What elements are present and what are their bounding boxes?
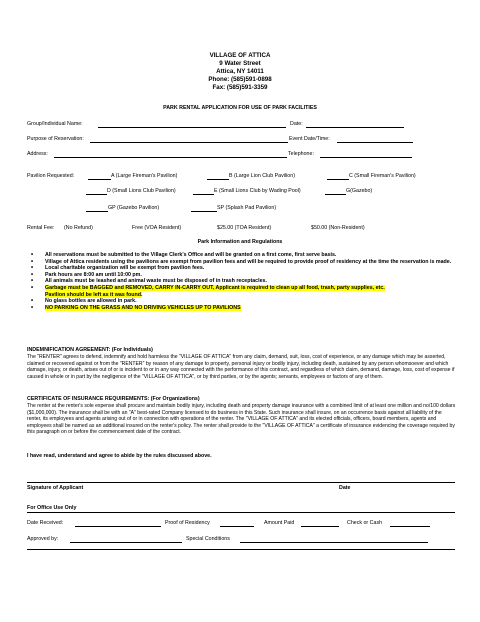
date-label: Date:: [290, 121, 303, 127]
pavilion-a-label: A (Large Fireman's Pavilion): [111, 173, 178, 179]
purpose-label: Purpose of Reservation:: [27, 136, 84, 142]
rental-fee-label: Rental Fee:: [27, 225, 55, 231]
proof-residency-field[interactable]: [220, 526, 254, 527]
signature-label: Signature of Applicant: [27, 485, 84, 491]
pavilion-sp-label: SP (Splash Pad Pavilion): [217, 205, 277, 211]
org-phone: Phone: (585)591-0898: [208, 76, 272, 83]
rule-item: • Local charitable organization will be exempt from pavilion fees.: [27, 265, 457, 272]
amount-paid-field[interactable]: [301, 526, 339, 527]
rule-item-highlight: [27, 285, 457, 298]
org-city: Attica, NY 14011: [216, 68, 264, 75]
pavilion-a-field[interactable]: [88, 179, 111, 180]
fee-no-refund: (No Refund): [64, 225, 93, 231]
purpose-field[interactable]: [90, 142, 288, 143]
org-address: 9 Water Street: [219, 60, 261, 67]
approved-by-field[interactable]: [70, 542, 182, 543]
signature-line[interactable]: [27, 482, 455, 483]
address-field[interactable]: [54, 157, 287, 158]
insurance-title: CERTIFICATE OF INSURANCE REQUIREMENTS: (For Organizations): [27, 396, 200, 402]
group-name-label: Group/Individual Name:: [27, 121, 83, 127]
event-date-label: Event Date/Time:: [289, 136, 330, 142]
pavilion-c-field[interactable]: [327, 179, 349, 180]
amount-paid-label: Amount Paid: [264, 520, 295, 526]
insurance-text: The renter at the renter's sole expense shall procure and maintain bodily injury, including death and property damage insurance with a combined limit of at least one million and no/100 dollars ($1,000,000). The insurance shall be with an "A" best-rated Company licensed to do business in this State. Such insurance shall insure, on an occurrence basis against all liability of the renter, its employees and agents arising out of or in connection with operations of the renter. The "VILLAGE OF ATTICA" and its elected officials, officers, board members, agents and employees shall be named as an additional insured on the renter's policy. The renter shall provide to the "VILLAGE OF ATTICA" a certificate of insurance evidencing the coverage required by this paragraph on or before the commencement date of the contract.: [27, 403, 456, 436]
pavilion-sp-field[interactable]: [191, 211, 217, 212]
pavilion-g-label: G(Gazebo): [346, 188, 373, 194]
garbage-rule: Garbage must be BAGGED and REMOVED, CARRY IN-CARRY OUT, Applicant is required to clean up all food, trash, party supplies, etc.: [45, 284, 385, 291]
pavilion-gp-label: GP (Gazebo Pavilion): [108, 205, 160, 211]
pavilion-label: Pavilion Requested:: [27, 173, 75, 179]
rule-item: • No glass bottles are allowed in park.: [27, 298, 457, 305]
approved-by-label: Approved by:: [27, 536, 59, 542]
special-conditions-label: Special Conditions: [186, 536, 230, 542]
pavilion-d-label: D (Small Lions Club Pavilion): [107, 188, 176, 194]
indemnification-text: The "RENTER" agrees to defend, indemnify and hold harmless the "VILLAGE OF ATTICA" from any claim, demand, suit, loss, cost of experience, or any damage which may be asserted, claimed or recovered against or from the "RENTER" by reason of any damage to property, personal injury or bodily injury, including death, sustained by any person whomsoever and which damage, injury, or death, arises out of or is incident to or in any way connected with the performance of this contract, and regardless of which claim, demand, damage, loss, cost of expense if caused in whole or in part by the negligence of the "VILLAGE OF ATTICA", or by third parties, or by the agents; servants, employees or factors of any of them.: [27, 354, 455, 380]
rule-item: • Park hours are 8:00 am until 10:00 pm.: [27, 272, 457, 279]
pavilion-c-label: C (Small Fireman's Pavilion): [349, 173, 416, 179]
parking-rule: NO PARKING ON THE GRASS AND NO DRIVING VEHICLES UP TO PAVILIONS: [45, 304, 241, 311]
form-title: PARK RENTAL APPLICATION FOR USE OF PARK FACILITIES: [163, 105, 317, 111]
pavilion-e-field[interactable]: [193, 194, 214, 195]
agreement-text: I have read, understand and agree to abide by the rules discussed above.: [27, 453, 212, 459]
signature-date-label: Date: [339, 485, 351, 491]
fee-non-resident: $50.00 (Non-Resident): [311, 225, 365, 231]
rule-item-highlight: [27, 305, 457, 312]
group-name-field[interactable]: [98, 127, 286, 128]
pavilion-b-field[interactable]: [207, 179, 229, 180]
telephone-label: Telephone:: [288, 151, 314, 157]
pavilion-d-field[interactable]: [86, 194, 107, 195]
rule-item: • All reservations must be submitted to the Village Clerk's Office and will be granted on a first come, first serve basis.: [27, 252, 457, 259]
date-field[interactable]: [306, 127, 404, 128]
office-use-title: For Office Use Only: [27, 505, 77, 511]
date-received-label: Date Received:: [27, 520, 64, 526]
special-conditions-field[interactable]: [240, 542, 428, 543]
org-name: VILLAGE OF ATTICA: [209, 52, 271, 59]
check-cash-field[interactable]: [390, 526, 430, 527]
indemnification-title: INDEMNIFICATION AGREEMENT: (For Individuals): [27, 347, 153, 353]
pavilion-clean-rule: Pavilion should be left as it was found.: [45, 291, 143, 298]
org-fax: Fax: (585)591-3359: [212, 84, 268, 91]
pavilion-gp-field[interactable]: [86, 211, 108, 212]
office-bottom-rule: [27, 549, 455, 550]
rules-list: [27, 252, 457, 311]
office-top-rule: [27, 512, 455, 513]
rule-item: • All animals must be leashed and animal waste must be disposed of in trash receptacles.: [27, 278, 457, 285]
check-cash-label: Check or Cash: [347, 520, 383, 526]
pavilion-e-label: E (Small Lions Club by Wading Pool): [214, 188, 301, 194]
address-label: Address:: [27, 151, 48, 157]
rule-item: • Village of Attica residents using the pavilions are exempt from pavilion fees and will be required to provide proof of residency at the time the reservation is made.: [27, 259, 457, 266]
pavilion-g-field[interactable]: [325, 194, 346, 195]
date-received-field[interactable]: [75, 526, 161, 527]
event-date-field[interactable]: [337, 142, 413, 143]
pavilion-b-label: B (Large Lion Club Pavilion): [229, 173, 295, 179]
rules-title: Park Information and Regulations: [197, 239, 283, 245]
fee-toa: $25.00 (TOA Resident): [217, 225, 272, 231]
fee-voa: Free (VOA Resident): [132, 225, 182, 231]
telephone-field[interactable]: [320, 157, 412, 158]
proof-residency-label: Proof of Residency: [165, 520, 210, 526]
